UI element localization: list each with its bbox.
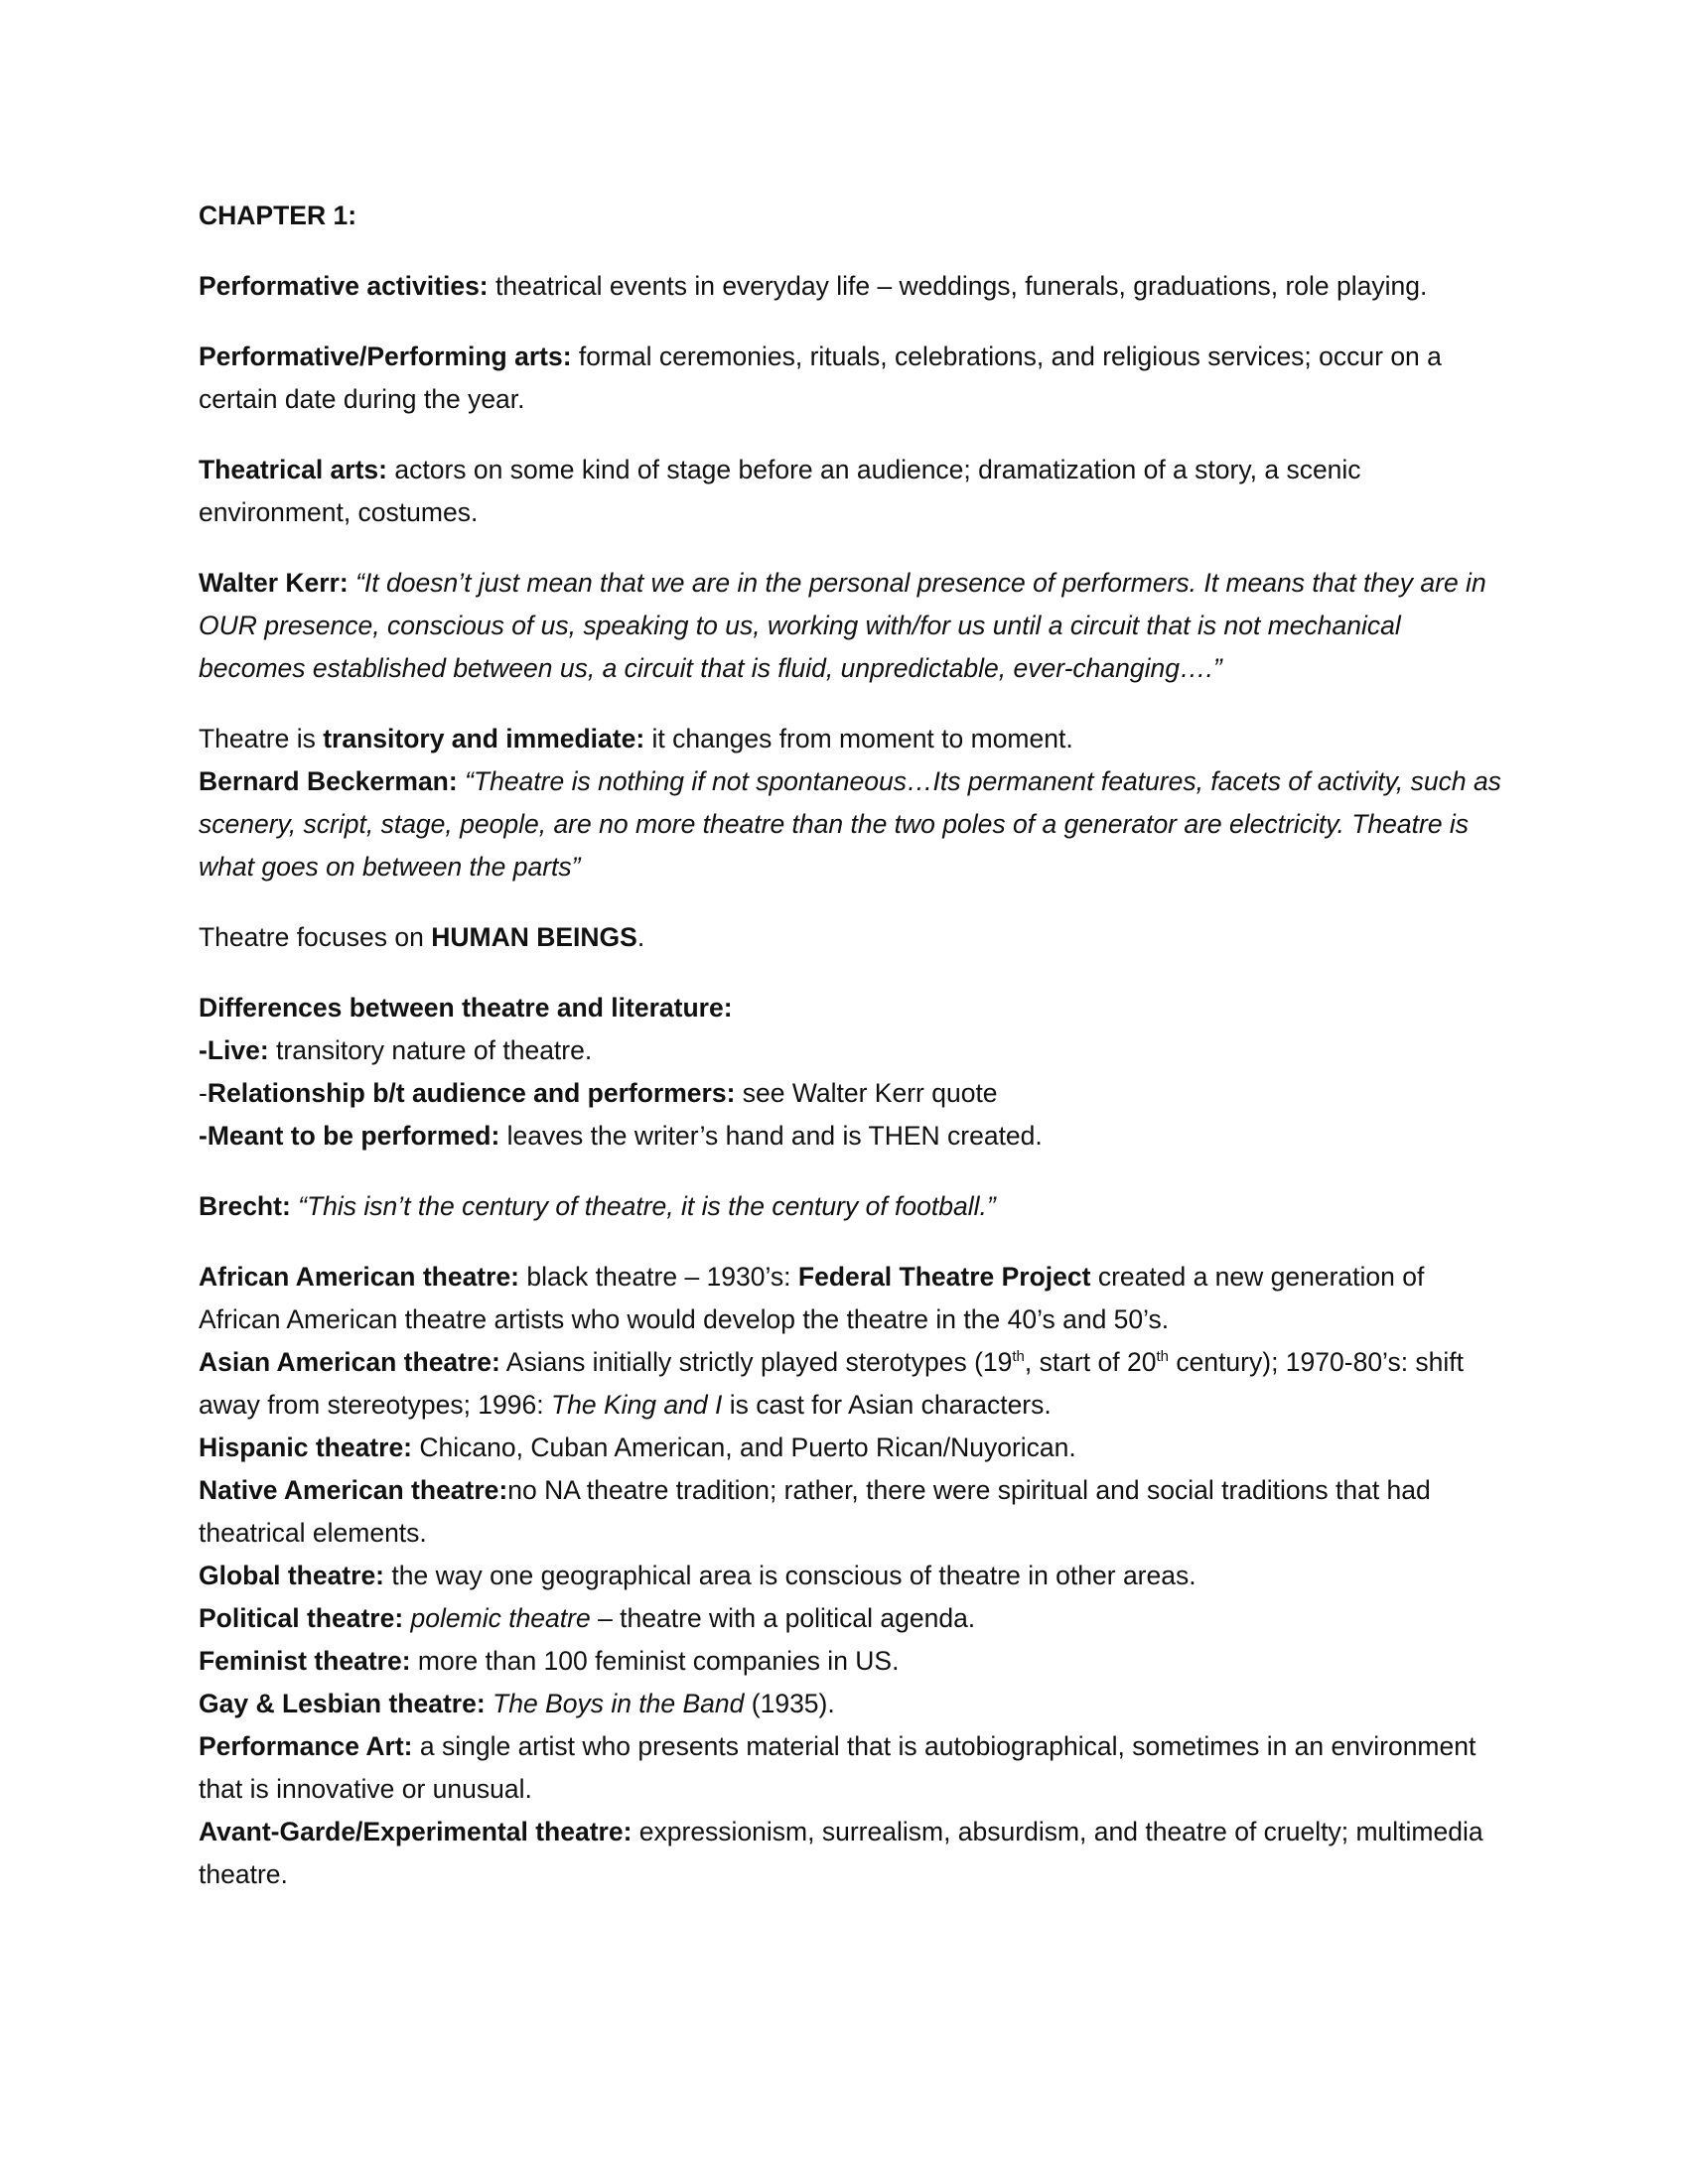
- performative-activities-definition: theatrical events in everyday life – weddings, funerals, graduations, role playing.: [488, 271, 1428, 301]
- federal-theatre-project: Federal Theatre Project: [797, 1262, 1091, 1292]
- relationship-term: Relationship b/t audience and performers:: [207, 1078, 736, 1108]
- asian-american-text-4: is cast for Asian characters.: [722, 1390, 1052, 1420]
- global-entry: [199, 1555, 1509, 1597]
- live-term: -Live:: [199, 1035, 269, 1065]
- native-american-term: Native American theatre:: [199, 1475, 508, 1505]
- global-term: Global theatre:: [199, 1561, 385, 1590]
- live-definition: transitory nature of theatre.: [268, 1035, 593, 1065]
- native-american-entry: [199, 1469, 1509, 1555]
- african-american-term: African American theatre:: [199, 1262, 520, 1292]
- gay-lesbian-entry: [199, 1683, 1509, 1725]
- asian-american-text-1: Asians initially strictly played sterotypes (19: [499, 1347, 1013, 1377]
- transitory-definition: it changes from moment to moment.: [644, 724, 1073, 753]
- superscript-th-2: th: [1156, 1348, 1169, 1366]
- relationship-dash: -: [199, 1078, 208, 1108]
- transitory-entry: [199, 718, 1509, 760]
- differences-live-item: [199, 1029, 1509, 1072]
- performed-definition: leaves the writer’s hand and is THEN created.: [499, 1121, 1043, 1151]
- differences-heading-text: Differences between theatre and literature:: [199, 993, 733, 1023]
- human-beings-prefix: Theatre focuses on: [199, 922, 432, 952]
- walter-kerr-quote: “It doesn’t just mean that we are in the personal presence of performers. It means that they are in OUR presence, conscious of us, speaking to us, working with/for us until a circuit that is not mechanical becomes established between us, a circuit that is fluid, unpredictable, ever-changing….”: [199, 568, 1486, 683]
- chapter-heading: [199, 195, 1509, 237]
- performance-art-entry: [199, 1725, 1509, 1811]
- theatrical-arts-definition: actors on some kind of stage before an audience; dramatization of a story, a scenic environment, costumes.: [199, 455, 1361, 527]
- walter-kerr-name: Walter Kerr:: [199, 568, 349, 598]
- beckerman-entry: [199, 760, 1509, 888]
- differences-performed-item: [199, 1115, 1509, 1158]
- hispanic-entry: [199, 1427, 1509, 1469]
- human-beings-term: HUMAN BEINGS: [431, 922, 637, 952]
- political-entry: [199, 1597, 1509, 1640]
- differences-relationship-item: [199, 1072, 1509, 1115]
- feminist-term: Feminist theatre:: [199, 1646, 411, 1676]
- brecht-quote: “This isn’t the century of theatre, it is the century of football.”: [290, 1191, 996, 1221]
- performing-arts-definition: formal ceremonies, rituals, celebrations, and religious services; occur on a certain date during the year.: [199, 341, 1442, 414]
- gay-lesbian-term: Gay & Lesbian theatre:: [199, 1689, 486, 1718]
- asian-american-term: Asian American theatre:: [199, 1347, 500, 1377]
- theatrical-arts-entry: [199, 449, 1509, 534]
- asian-american-text-3: century); 1970-80’s: shift away from stereotypes; 1996:: [199, 1347, 1465, 1420]
- differences-heading: [199, 987, 1509, 1029]
- feminist-entry: [199, 1640, 1509, 1683]
- theatrical-arts-term: Theatrical arts:: [199, 455, 387, 484]
- performing-arts-entry: [199, 336, 1509, 421]
- king-and-i-title: The King and I: [550, 1390, 723, 1420]
- avant-garde-entry: [199, 1811, 1509, 1896]
- asian-american-entry: [199, 1341, 1509, 1427]
- beckerman-quote: “Theatre is nothing if not spontaneous…Its permanent features, facets of activity, such as scenery, script, stage, people, are no more theatre than the two poles of a generator are electricity. Theatre is what goes on between the parts”: [199, 766, 1501, 882]
- performative-activities-entry: [199, 265, 1509, 308]
- polemic-theatre: polemic theatre: [403, 1603, 591, 1633]
- human-beings-suffix: .: [636, 922, 645, 952]
- performing-arts-term: Performative/Performing arts:: [199, 341, 572, 371]
- political-definition: – theatre with a political agenda.: [590, 1603, 976, 1633]
- performance-art-definition: a single artist who presents material that is autobiographical, sometimes in an environment that is innovative or unusual.: [199, 1731, 1477, 1804]
- hispanic-term: Hispanic theatre:: [199, 1433, 413, 1462]
- performance-art-term: Performance Art:: [199, 1731, 413, 1761]
- political-term: Political theatre:: [199, 1603, 404, 1633]
- african-american-entry: [199, 1256, 1509, 1341]
- transitory-prefix: Theatre is: [199, 724, 324, 753]
- global-definition: the way one geographical area is conscious of theatre in other areas.: [384, 1561, 1196, 1590]
- superscript-th-1: th: [1012, 1348, 1025, 1366]
- african-american-text-1: black theatre – 1930’s:: [519, 1262, 798, 1292]
- feminist-definition: more than 100 feminist companies in US.: [410, 1646, 900, 1676]
- native-american-definition: no NA theatre tradition; rather, there were spiritual and social traditions that had theatrical elements.: [199, 1475, 1431, 1548]
- human-beings-entry: [199, 916, 1509, 959]
- relationship-definition: see Walter Kerr quote: [735, 1078, 998, 1108]
- boys-in-the-band-title: The Boys in the Band: [492, 1689, 745, 1718]
- transitory-term: transitory and immediate:: [323, 724, 645, 753]
- walter-kerr-entry: [199, 562, 1509, 690]
- brecht-entry: [199, 1185, 1509, 1228]
- avant-garde-term: Avant-Garde/Experimental theatre:: [199, 1817, 633, 1846]
- african-american-text-2: created a new generation of African American theatre artists who would develop the theatre in the 40’s and 50’s.: [199, 1262, 1425, 1334]
- performed-term: -Meant to be performed:: [199, 1121, 500, 1151]
- document-page: [199, 195, 1509, 1896]
- gay-lesbian-definition: (1935).: [744, 1689, 835, 1718]
- brecht-name: Brecht:: [199, 1191, 291, 1221]
- chapter-heading-text: CHAPTER 1:: [199, 201, 357, 230]
- hispanic-definition: Chicano, Cuban American, and Puerto Rican/Nuyorican.: [412, 1433, 1076, 1462]
- asian-american-text-2: , start of 20: [1024, 1347, 1157, 1377]
- avant-garde-definition: expressionism, surrealism, absurdism, and theatre of cruelty; multimedia theatre.: [199, 1817, 1483, 1889]
- gay-lesbian-space: [486, 1689, 492, 1718]
- performative-activities-term: Performative activities:: [199, 271, 489, 301]
- beckerman-name: Bernard Beckerman:: [199, 766, 458, 796]
